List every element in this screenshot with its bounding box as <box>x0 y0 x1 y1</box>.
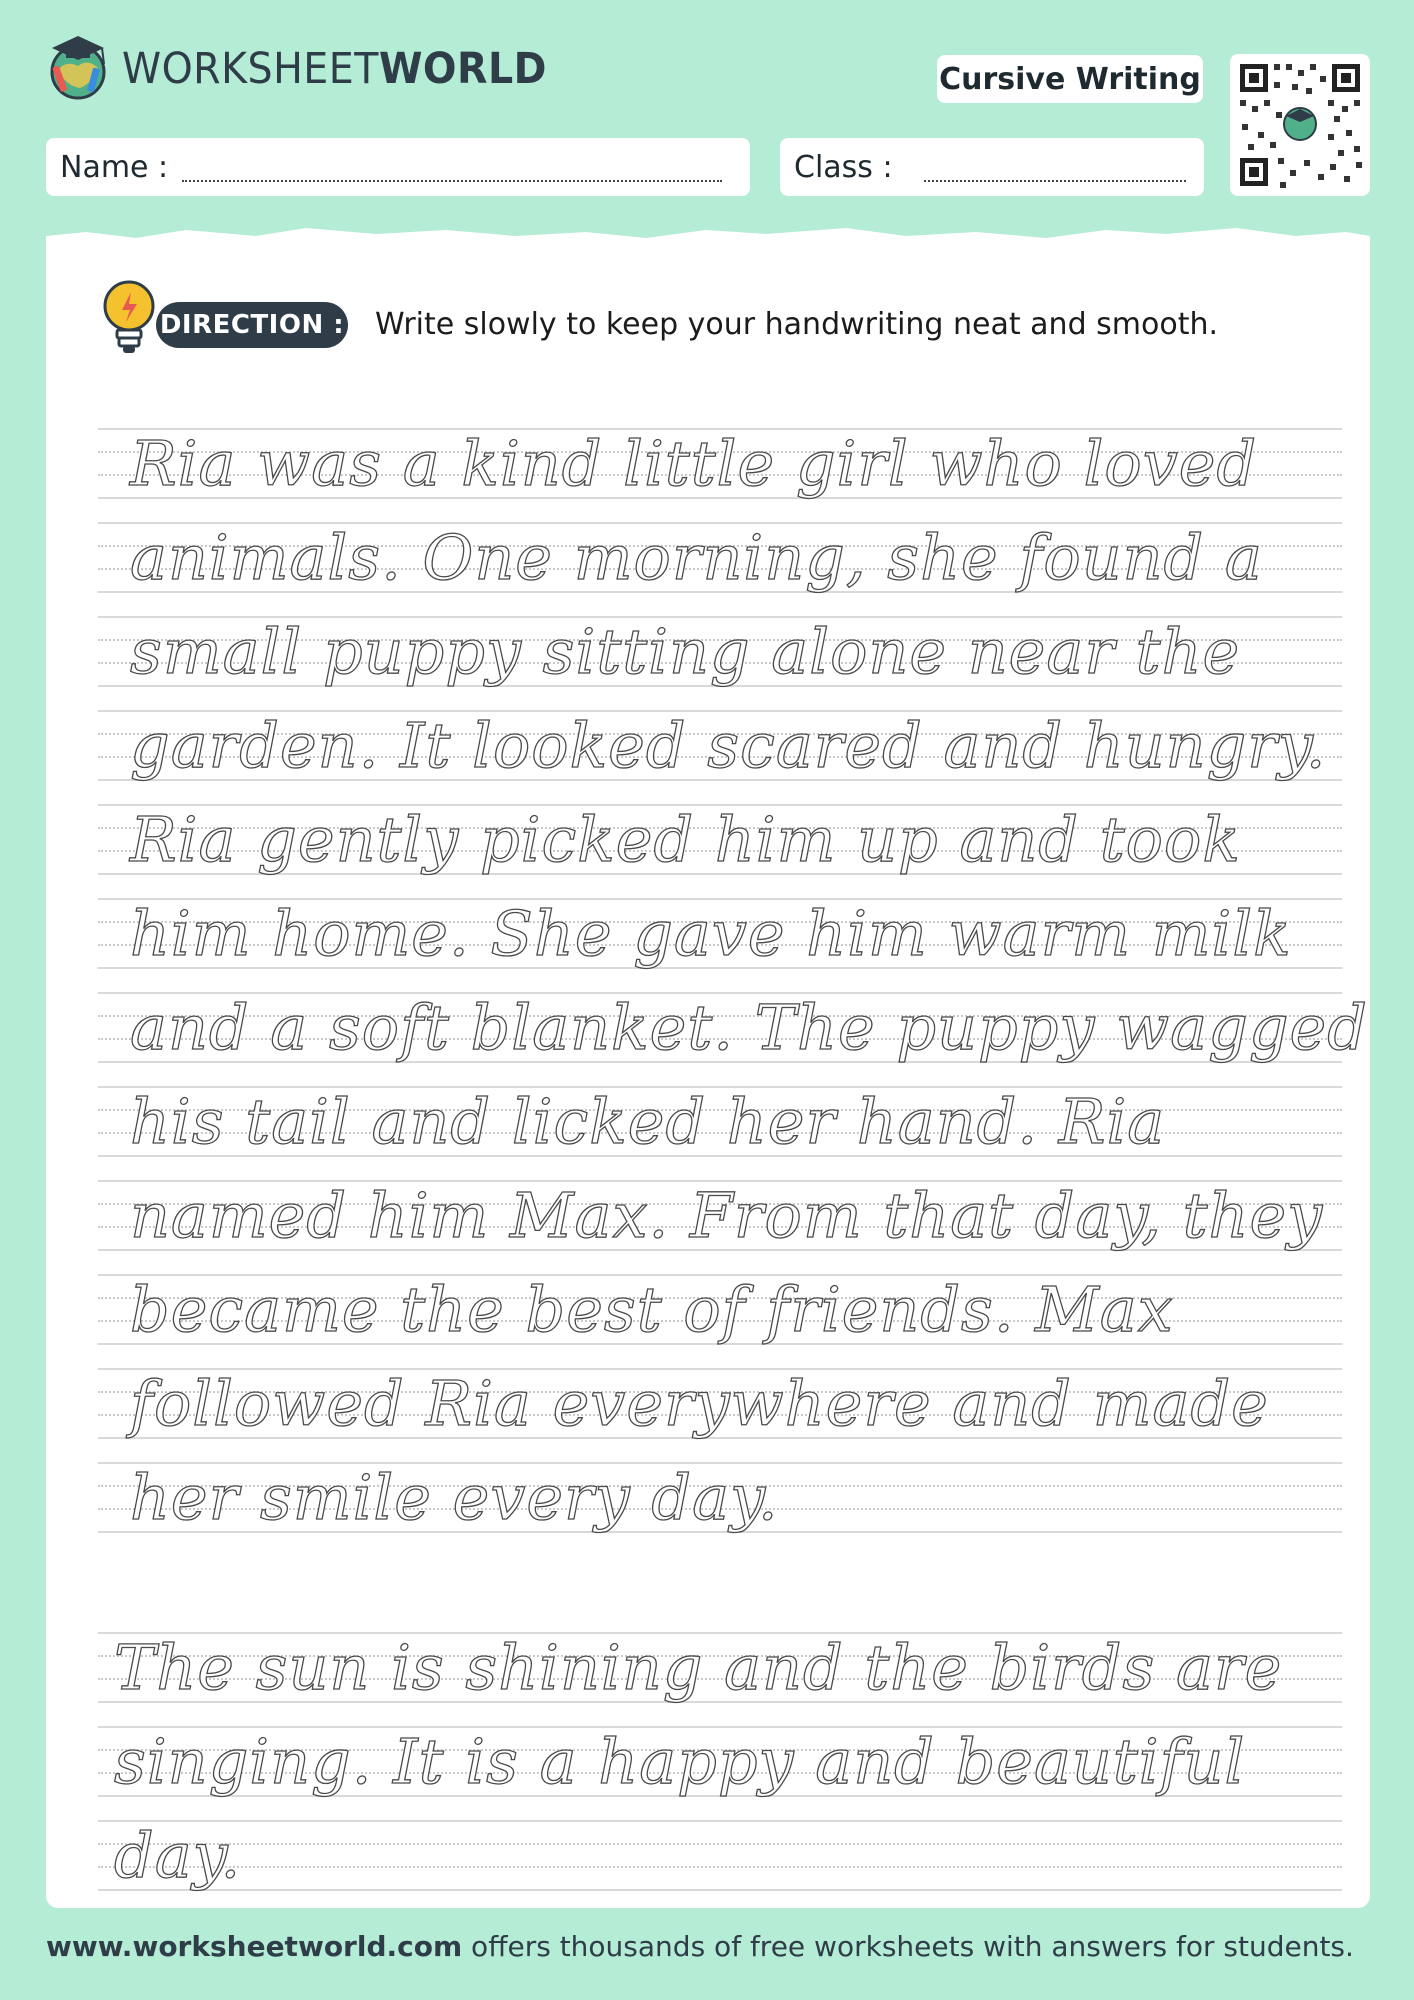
worksheet-world-logo-icon <box>44 30 112 102</box>
lightbulb-icon <box>100 276 158 360</box>
name-label: Name : <box>60 150 169 185</box>
trace-line: day. <box>114 1819 242 1892</box>
writing-row[interactable] <box>98 610 1342 704</box>
writing-row[interactable] <box>98 516 1342 610</box>
trace-line: Ria was a kind little girl who loved <box>130 427 1258 500</box>
trace-line: named him Max. From that day, they <box>130 1179 1324 1252</box>
trace-line: became the best of friends. Max <box>130 1273 1174 1346</box>
trace-line: and a soft blanket. The puppy wagged <box>130 991 1368 1064</box>
brand-name <box>122 44 547 94</box>
direction-text: Write slowly to keep your handwriting neat and smooth. <box>375 307 1219 342</box>
name-write-line[interactable] <box>182 180 722 182</box>
trace-line: animals. One morning, she found a <box>130 521 1263 594</box>
trace-line: his tail and licked her hand. Ria <box>130 1085 1166 1158</box>
writing-row[interactable] <box>98 1814 1342 1908</box>
class-field[interactable] <box>780 138 1204 196</box>
trace-line: small puppy sitting alone near the <box>130 615 1241 688</box>
writing-row[interactable] <box>98 1626 1342 1720</box>
writing-row[interactable] <box>98 1174 1342 1268</box>
writing-row[interactable] <box>98 422 1342 516</box>
class-label: Class : <box>794 150 893 185</box>
direction-badge: DIRECTION : <box>156 302 348 348</box>
writing-row[interactable] <box>98 1720 1342 1814</box>
footer-site-link[interactable]: www.worksheetworld.com <box>46 1930 463 1963</box>
footer-text: offers thousands of free worksheets with answers for students. <box>462 1930 1354 1963</box>
handwriting-rows-passage-2 <box>98 1626 1342 1908</box>
trace-line: her smile every day. <box>130 1461 779 1534</box>
worksheet-type-tag: Cursive Writing <box>937 55 1203 103</box>
writing-row[interactable] <box>98 1080 1342 1174</box>
footer <box>46 1930 1354 1963</box>
trace-line: followed Ria everywhere and made <box>130 1367 1269 1440</box>
writing-row[interactable] <box>98 1362 1342 1456</box>
trace-line: singing. It is a happy and beautiful <box>114 1725 1246 1798</box>
writing-row[interactable] <box>98 1268 1342 1362</box>
writing-row[interactable] <box>98 986 1368 1080</box>
writing-row[interactable] <box>98 798 1342 892</box>
trace-line: Ria gently picked him up and took <box>130 803 1241 876</box>
qr-code-icon <box>1230 54 1370 196</box>
trace-line: him home. She gave him warm milk <box>130 897 1292 970</box>
writing-row[interactable] <box>98 704 1342 798</box>
brand-light: WORKSHEET <box>122 44 379 94</box>
name-field[interactable] <box>46 138 750 196</box>
handwriting-rows-passage-1 <box>98 422 1368 1550</box>
writing-row[interactable] <box>98 892 1342 986</box>
class-write-line[interactable] <box>924 180 1186 182</box>
brand-bold: WORLD <box>378 44 547 94</box>
writing-row[interactable] <box>98 1456 1342 1550</box>
trace-line: garden. It looked scared and hungry. <box>130 709 1327 782</box>
trace-line: The sun is shining and the birds are <box>114 1631 1283 1704</box>
